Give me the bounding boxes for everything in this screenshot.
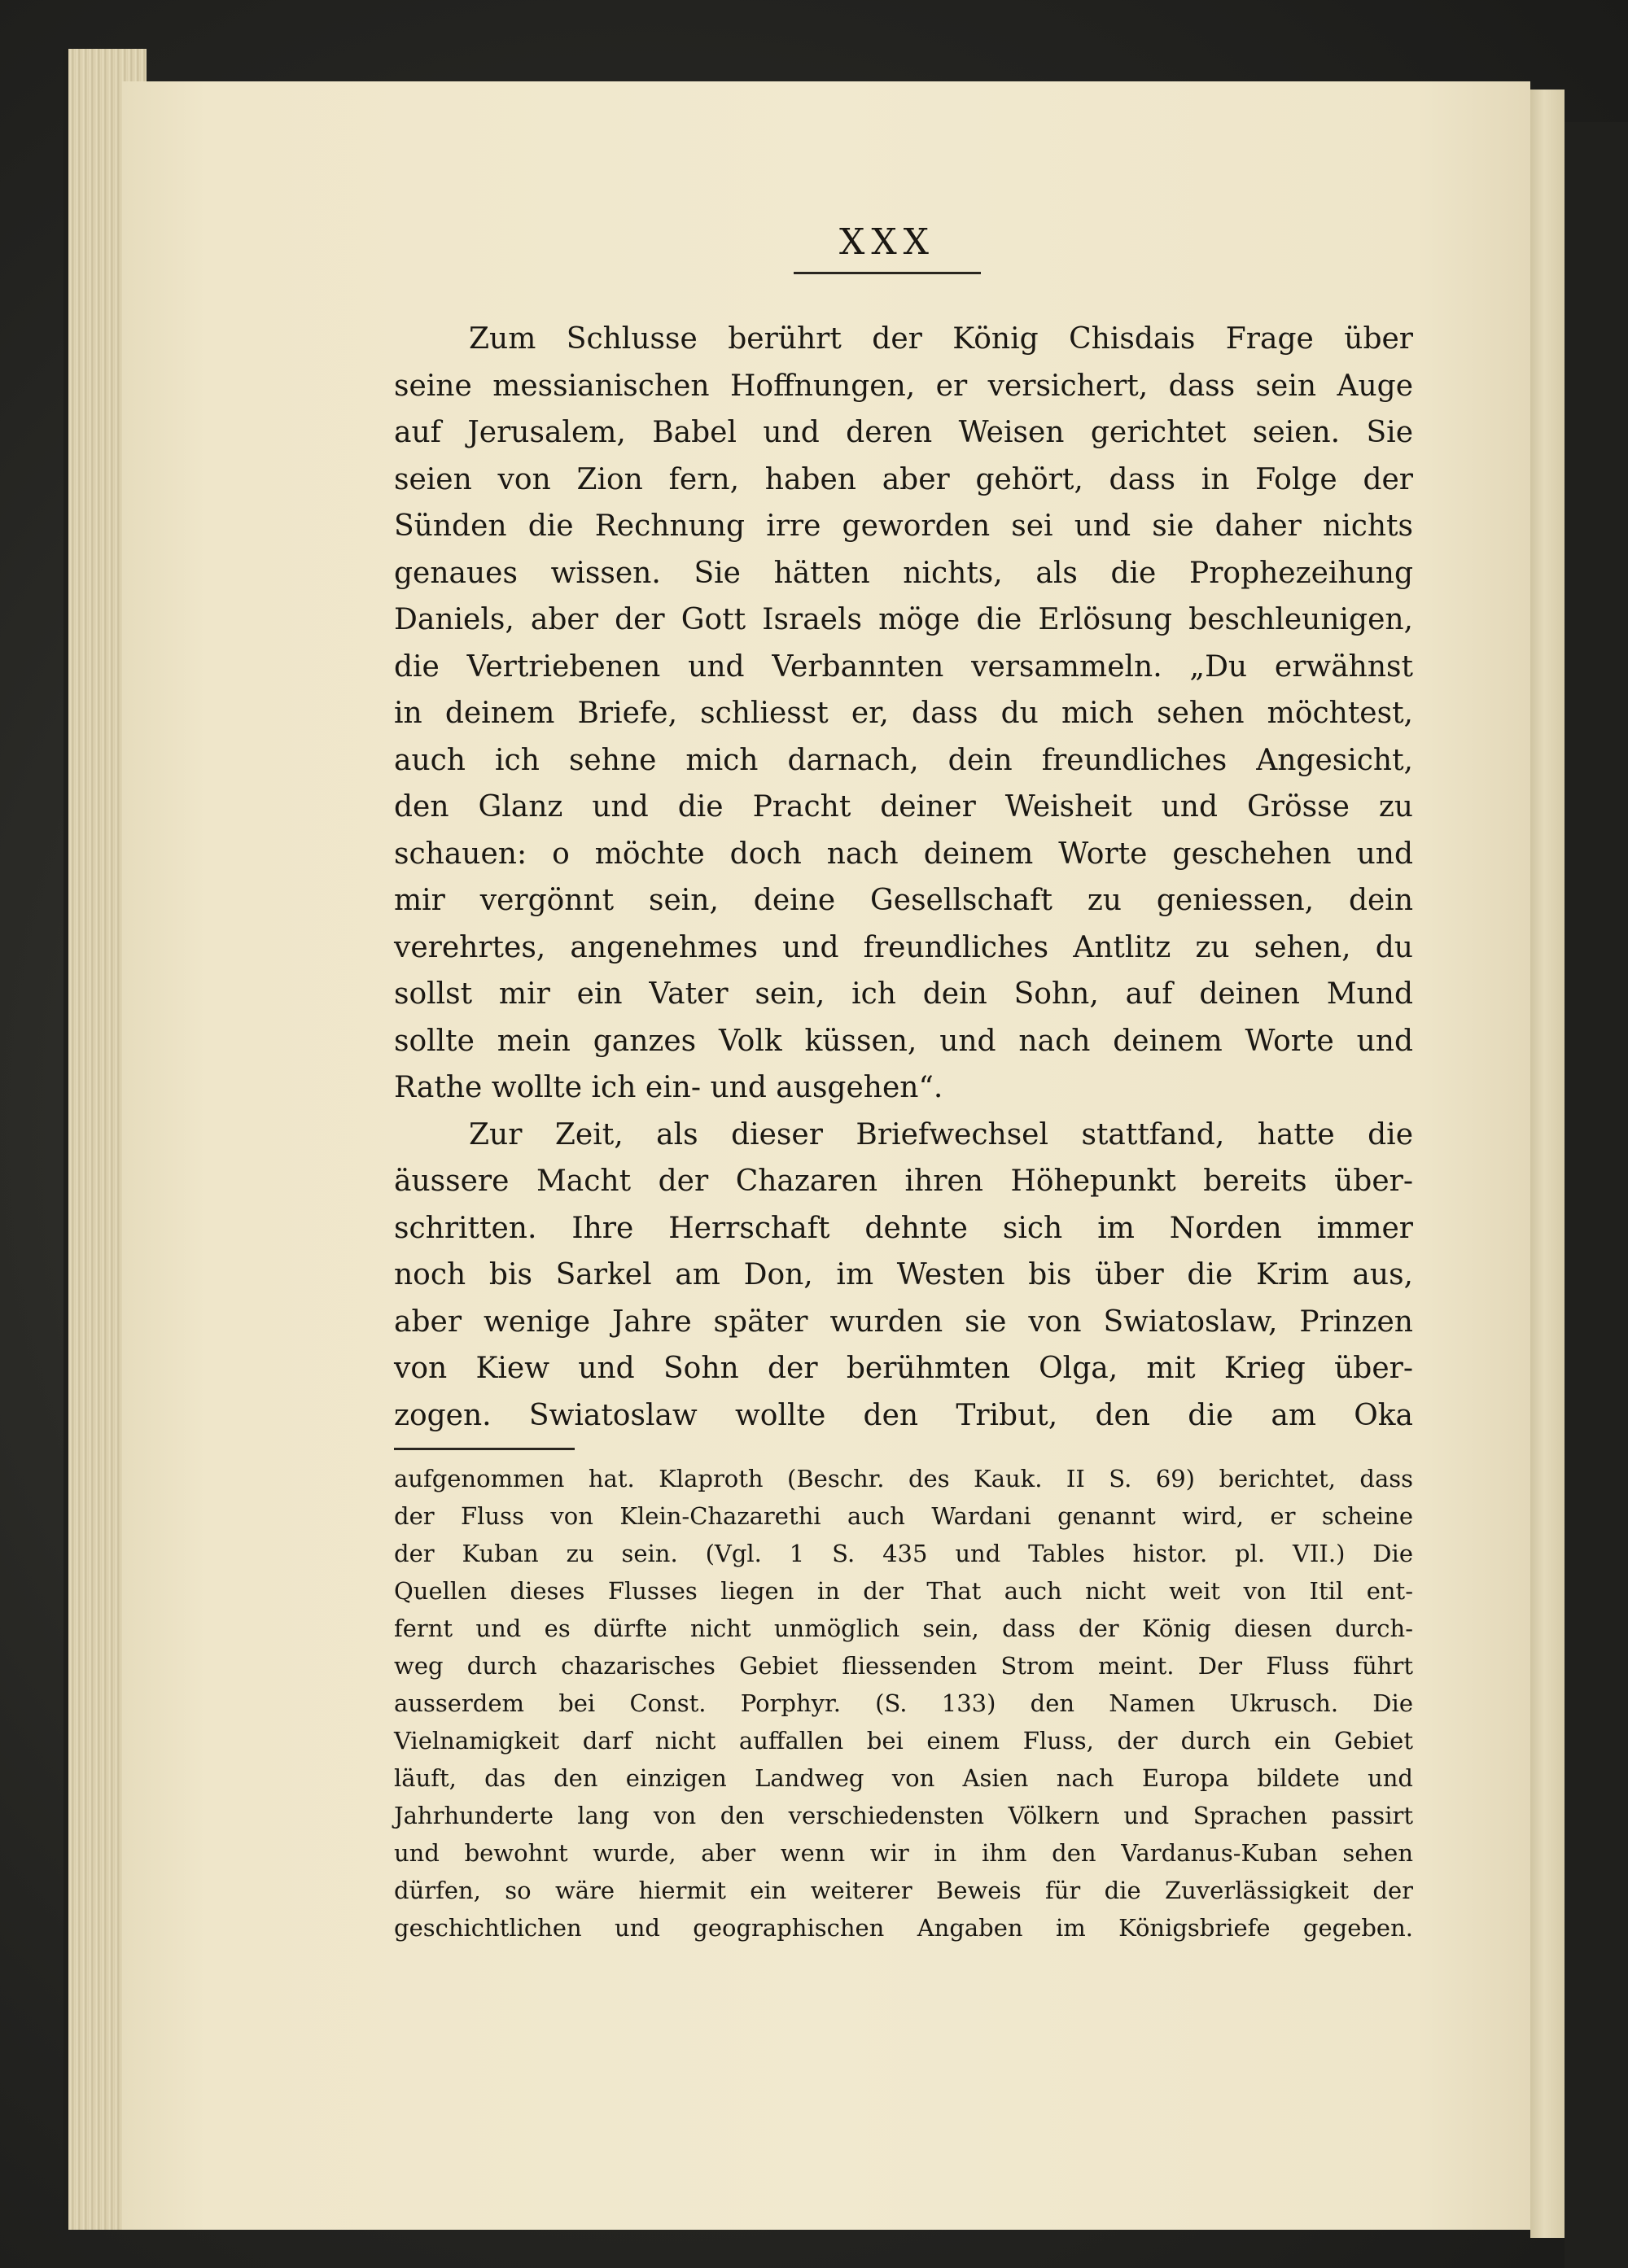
body-line: sollst mir ein Vater sein, ich dein Sohn, auf deinen Mund xyxy=(394,977,1413,1011)
body-line: seine messianischen Hoffnungen, er versichert, dass sein Auge xyxy=(394,369,1413,403)
footnote-line: fernt und es dürfte nicht unmöglich sein, dass der König diesen durch- xyxy=(394,1615,1413,1642)
footnote-line: aufgenommen hat. Klaproth (Beschr. des Kauk. II S. 69) berichtet, dass xyxy=(394,1465,1413,1492)
body-line: noch bis Sarkel am Don, im Westen bis über die Krim aus, xyxy=(394,1258,1413,1291)
footnote-line: Vielnamigkeit darf nicht auffallen bei einem Fluss, der durch ein Gebiet xyxy=(394,1727,1413,1755)
body-line: Zur Zeit, als dieser Briefwechsel stattfand, hatte die xyxy=(469,1117,1413,1151)
body-line: sollte mein ganzes Volk küssen, und nach deinem Worte und xyxy=(394,1024,1413,1058)
footnote-line: dürfen, so wäre hiermit ein weiterer Beweis für die Zuverlässigkeit der xyxy=(394,1877,1413,1904)
footnote-line: läuft, das den einzigen Landweg von Asien nach Europa bildete und xyxy=(394,1764,1413,1792)
footnote-line: weg durch chazarisches Gebiet fliessenden Strom meint. Der Fluss führt xyxy=(394,1652,1413,1680)
body-line: schauen: o möchte doch nach deinem Worte geschehen und xyxy=(394,837,1413,871)
body-line: seien von Zion fern, haben aber gehört, dass in Folge der xyxy=(394,462,1413,496)
footnote-line: der Kuban zu sein. (Vgl. 1 S. 435 und Tables histor. pl. VII.) Die xyxy=(394,1540,1413,1567)
body-line: verehrtes, angenehmes und freundliches Antlitz zu sehen, du xyxy=(394,930,1413,964)
body-line: auch ich sehne mich darnach, dein freundliches Angesicht, xyxy=(394,743,1413,777)
page-edge-right xyxy=(1530,90,1565,2238)
footnote-line: Quellen dieses Flusses liegen in der That auch nicht weit von Itil ent- xyxy=(394,1577,1413,1605)
footnote-line: der Fluss von Klein-Chazarethi auch Wardani genannt wird, er scheine xyxy=(394,1502,1413,1530)
footnotes xyxy=(394,1460,1413,1947)
body-line: äussere Macht der Chazaren ihren Höhepunkt bereits über- xyxy=(394,1165,1413,1198)
body-line: Sünden die Rechnung irre geworden sei und sie daher nichts xyxy=(394,509,1413,543)
footnote-rule xyxy=(394,1448,575,1450)
page-number: XXX xyxy=(839,221,935,263)
body-line: auf Jerusalem, Babel und deren Weisen gerichtet seien. Sie xyxy=(394,416,1413,449)
body-line: mir vergönnt sein, deine Gesellschaft zu geniessen, dein xyxy=(394,884,1413,917)
body-line: Daniels, aber der Gott Israels möge die Erlösung beschleunigen, xyxy=(394,603,1413,636)
binding-shadow xyxy=(1565,122,1628,2268)
body-line: Rathe wollte ich ein- und ausgehen“. xyxy=(394,1071,943,1104)
body-line: schritten. Ihre Herrschaft dehnte sich im Norden immer xyxy=(394,1211,1413,1245)
header-rule xyxy=(794,272,981,274)
body-line: in deinem Briefe, schliesst er, dass du mich sehen möchtest, xyxy=(394,697,1413,730)
body-line: Zum Schlusse berührt der König Chisdais Frage über xyxy=(469,322,1413,356)
body-line: genaues wissen. Sie hätten nichts, als die Prophezeihung xyxy=(394,556,1413,590)
footnote-line: und bewohnt wurde, aber wenn wir in ihm den Vardanus-Kuban sehen xyxy=(394,1839,1413,1867)
footnote-line: Jahrhunderte lang von den verschiedensten Völkern und Sprachen passirt xyxy=(394,1802,1413,1829)
body-line: aber wenige Jahre später wurden sie von Swiatoslaw, Prinzen xyxy=(394,1304,1413,1339)
footnote-line: geschichtlichen und geographischen Angaben im Königsbriefe gegeben. xyxy=(394,1914,1413,1942)
body-line: den Glanz und die Pracht deiner Weisheit und Grösse zu xyxy=(394,790,1413,824)
body-line: die Vertriebenen und Verbannten versammeln. „Du erwähnst xyxy=(394,649,1413,684)
body-line: zogen. Swiatoslaw wollte den Tribut, den die am Oka xyxy=(394,1398,1413,1432)
body-line: von Kiew und Sohn der berühmten Olga, mit Krieg über- xyxy=(394,1352,1413,1385)
body-text xyxy=(394,316,1413,1439)
footnote-line: ausserdem bei Const. Porphyr. (S. 133) den Namen Ukrusch. Die xyxy=(394,1689,1413,1717)
